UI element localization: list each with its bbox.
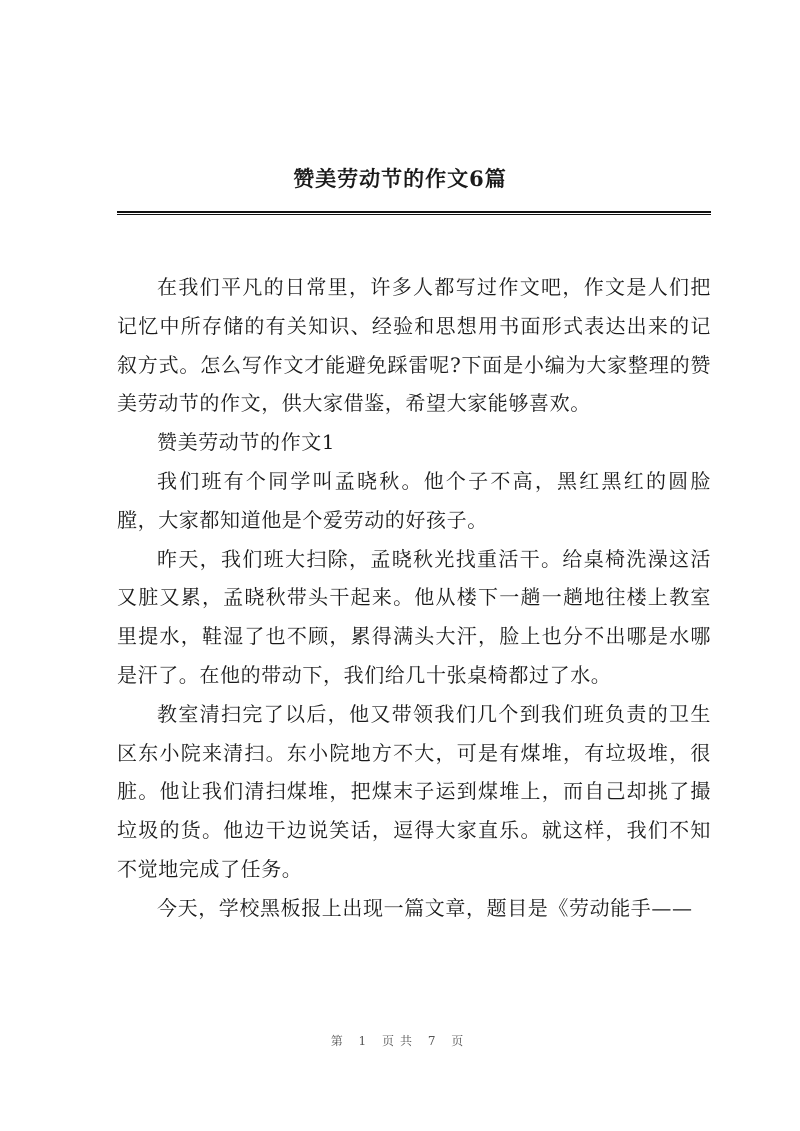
body-paragraph: 昨天，我们班大扫除，孟晓秋光找重活干。给桌椅洗澡这活又脏又累，孟晓秋带头干起来。他从楼下一趟一趟地往楼上教室里提水，鞋湿了也不顾，累得满头大汗，脸上也分不出哪是水哪是汗了。在他的带动下，我们给几十张桌椅都过了水。 — [117, 546, 711, 687]
intro-paragraph: 在我们平凡的日常里，许多人都写过作文吧，作文是人们把记忆中所存储的有关知识、经验和思想用书面形式表达出来的记叙方式。怎么写作文才能避免踩雷呢?下面是小编为大家整理的赞美劳动节的作文，供大家借鉴，希望大家能够喜欢。 — [117, 275, 711, 416]
body-paragraph: 今天，学校黑板报上出现一篇文章，题目是《劳动能手—— — [157, 895, 693, 920]
page-footer: 第 1 页共 7 页 — [330, 1034, 470, 1048]
page-title: 赞美劳动节的作文6篇 — [293, 166, 507, 191]
body-paragraph: 我们班有个同学叫孟晓秋。他个子不高，黑红黑红的圆脸膛，大家都知道他是个爱劳动的好孩子。 — [117, 468, 711, 532]
essay-heading: 赞美劳动节的作文1 — [157, 430, 336, 455]
body-paragraph: 教室清扫完了以后，他又带领我们几个到我们班负责的卫生区东小院来清扫。东小院地方不大，可是有煤堆，有垃圾堆，很脏。他让我们清扫煤堆，把煤末子运到煤堆上，而自己却挑了撮垃圾的货。他边干边说笑话，逗得大家直乐。就这样，我们不知不觉地完成了任务。 — [117, 701, 711, 881]
title-divider — [117, 211, 711, 215]
document-body — [117, 268, 711, 928]
